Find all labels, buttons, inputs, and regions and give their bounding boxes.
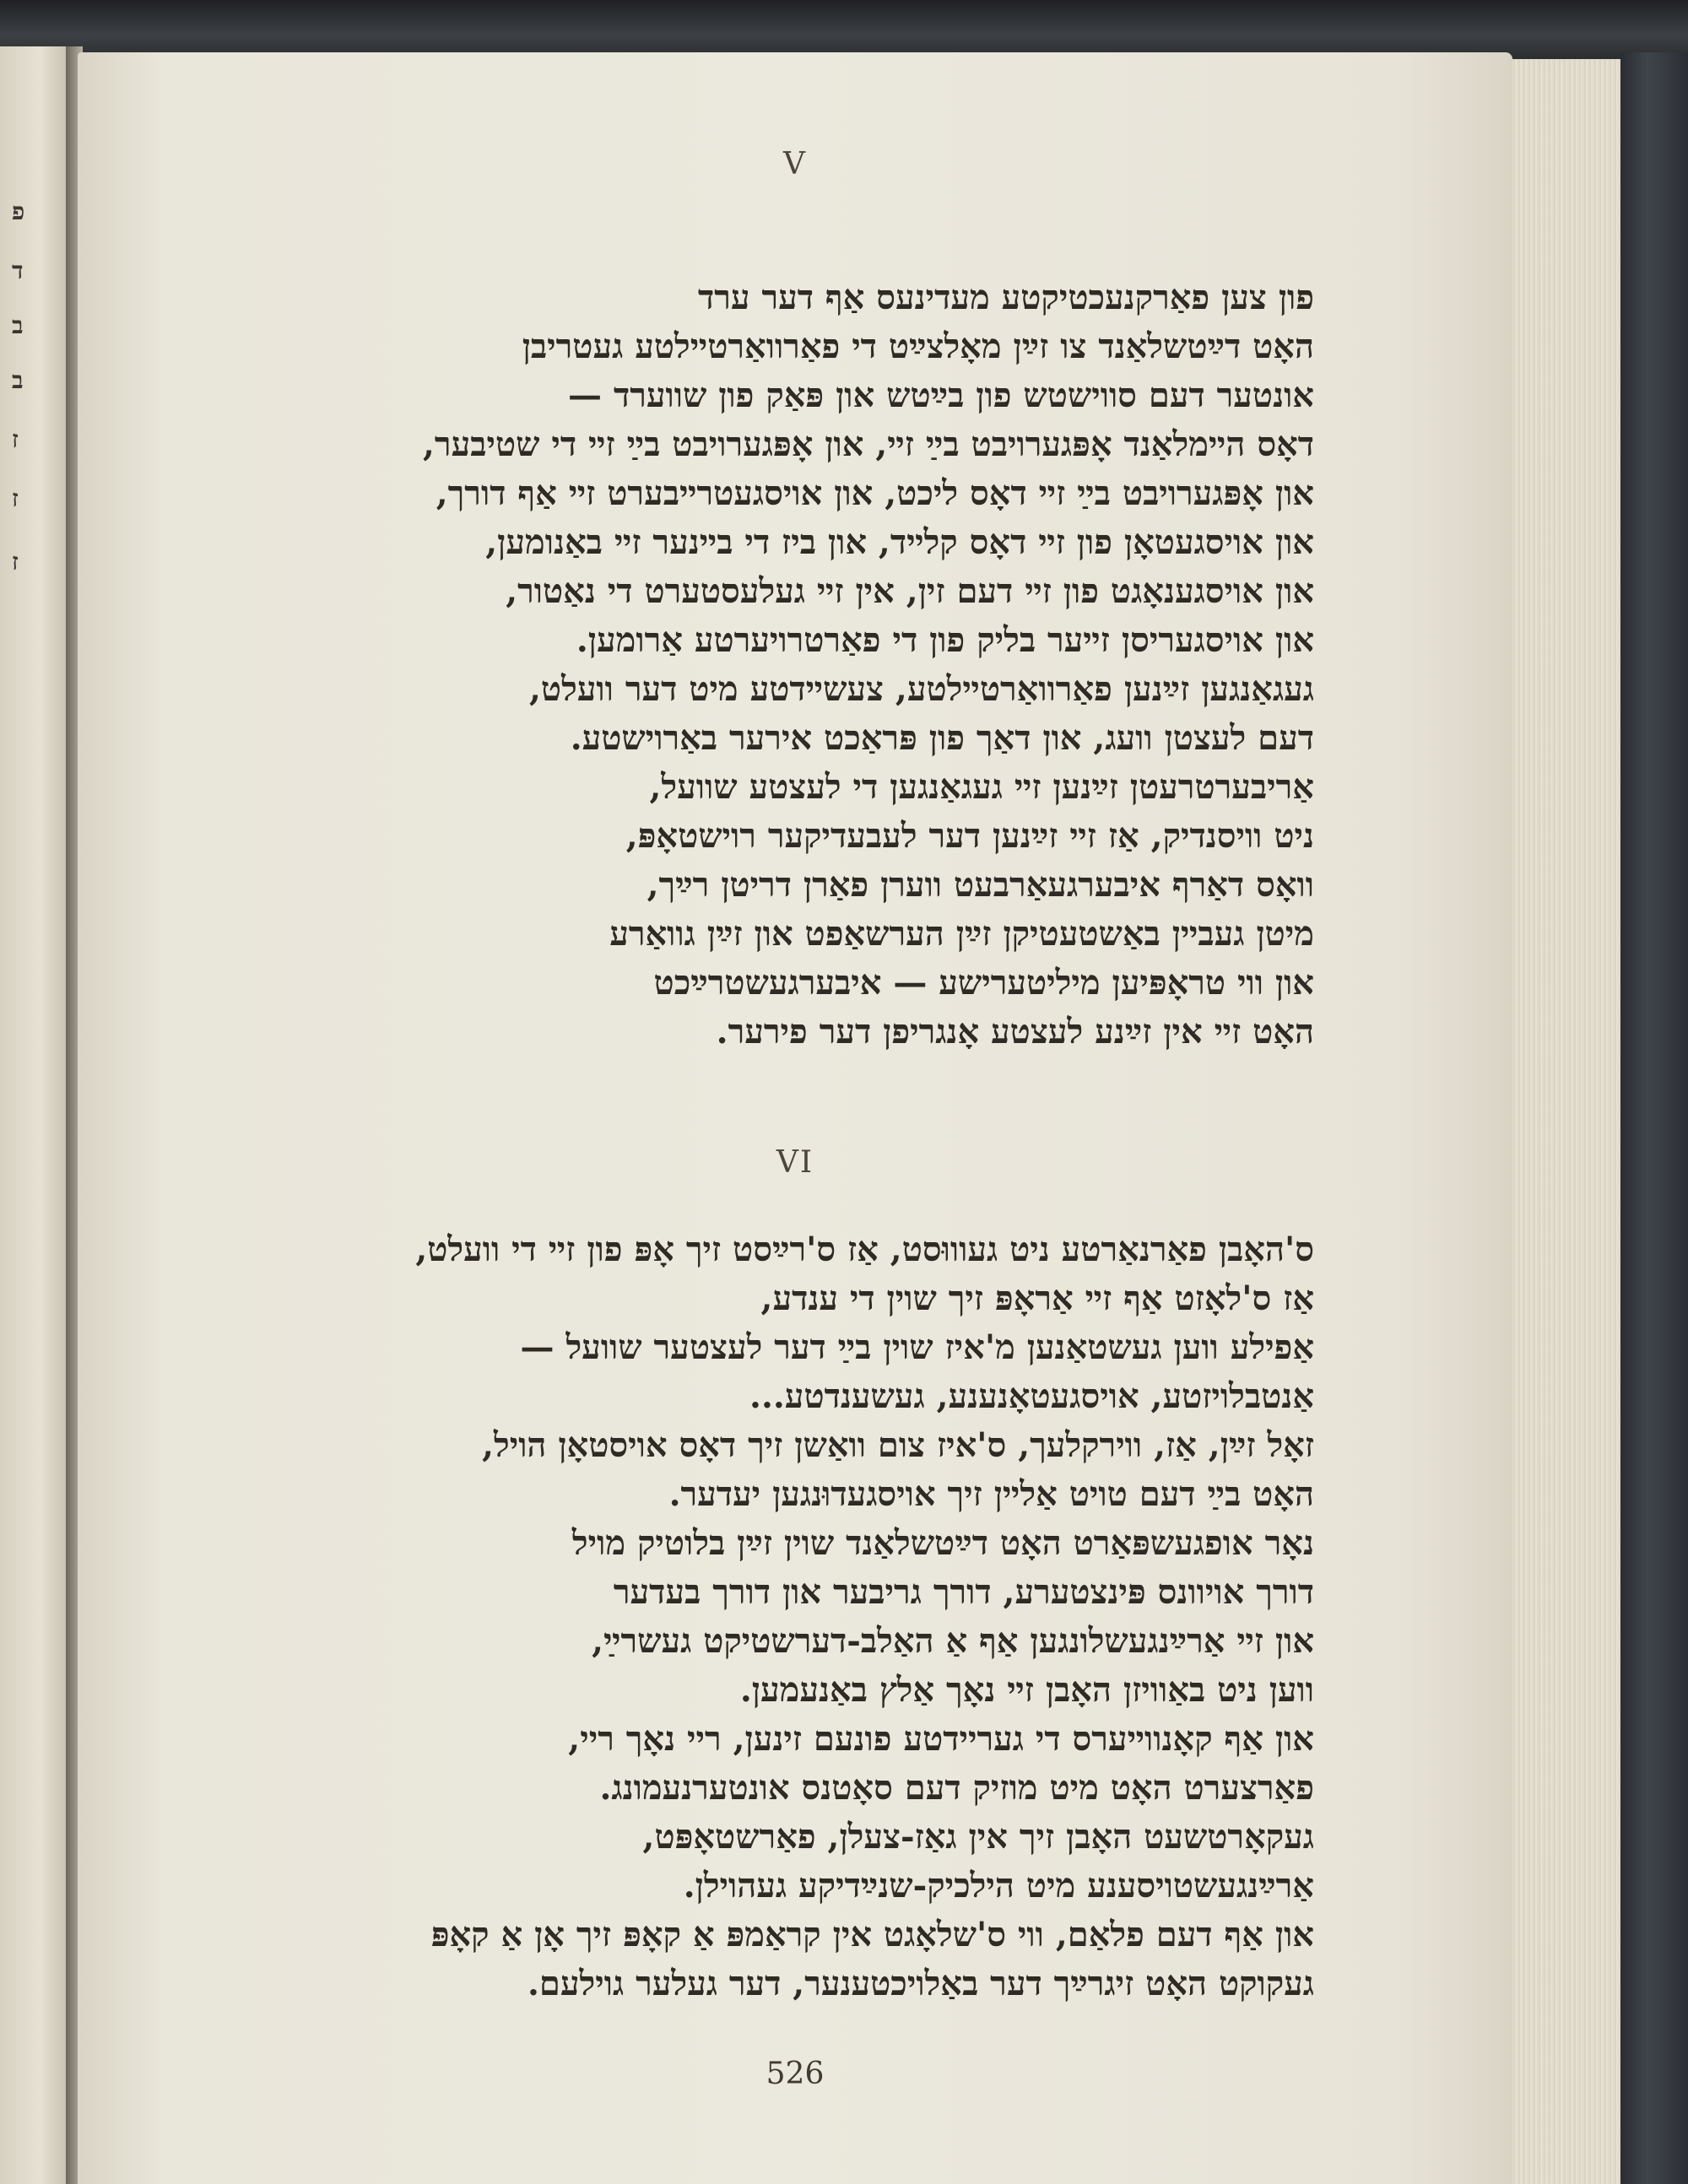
verse-line: און אַף קאָנווײערס די געריידטע פונעם זינען, ריי נאָך ריי, [568,1719,1314,1759]
verse-line: ניט וויסנדיק, אַז זײ זײַנען דער לעבעדיקער רוישטאָפּ, [625,816,1314,856]
book-cover-edge [1620,52,1688,2184]
verse-line: אַפילע ווען געשטאַנען מ'איז שוין בײַ דער לעצטער שוועל — [520,1327,1314,1367]
verse-line: אַריבערטרעטן זײַנען זײ געגאַנגען די לעצטע שוועל, [649,767,1314,807]
verse-line: זאָל זײַן, אַז, ווירקלעך, ס'איז צום וואַשן זיך דאָס אויסטאָן הויל, [482,1425,1314,1465]
left-page-fragment: ד [12,257,24,284]
poem-section-vi [217,1225,1314,2008]
left-page-fragment: ב [12,311,24,339]
page-stack-fore-edge [1502,59,1629,2184]
verse-line: געקאָרטשעט האָבן זיך אין גאַז-צעלן, פאַרשטאָפּט, [642,1817,1314,1857]
verse-line: דאָס הײמלאַנד אָפּגערויבט בײַ זײ, און אָפּגערויבט בײַ זײ די שטיבער, [423,424,1314,464]
book-page [78,52,1512,2184]
verse-line: דורך אויוונס פּינצטערע, דורך גריבער און דורך בעדער [613,1572,1314,1612]
verse-line: און אויסגעריסן זײער בליק פון די פאַרטרויערטע אַרומען. [576,620,1314,660]
verse-line: אַרײַנגעשטויסענע מיט הילכיק-שנײַדיקע געהוילן. [683,1866,1314,1906]
verse-line: האָט בײַ דעם טויט אַלײן זיך אויסגעדוּנגען יעדער. [668,1474,1314,1514]
verse-line: און זײ אַרײַנגעשלונגען אַף אַ האַלב-דערשטיקט געשרײַ, [592,1621,1314,1661]
book-top-edge [0,0,1688,59]
page-number: 526 [766,2057,825,2091]
verse-line: האָט זײ אין זײַנע לעצטע אָנגריפן דער פירער. [716,1012,1314,1051]
verse-line: דעם לעצטן וועג, און דאַך פון פּראַכט אירער באַרוישטע. [570,718,1314,758]
verse-line: מיטן געבײן באַשטעטיקן זײַן הערשאַפט און זײַן גוואַרע [609,914,1314,954]
left-page-fragment: ב [12,366,24,394]
verse-line: געקוקט האָט זיגרײַך דער באַלויכטענער, דער געלער גוילעם. [527,1964,1314,2003]
verse-line: האָט דײַטשלאַנד צו זײַן מאָלצײַט די פאַרוואַרטײלטע געטריבן [522,327,1314,366]
verse-line: געגאַנגען זײַנען פאַרוואַרטײלטע, צעשײדטע מיט דער וועלט, [529,669,1314,709]
verse-line: און אַף דעם פלאַם, ווי ס'שלאָגט אין קראַמפּ אַ קאָפּ זיך אָן אַ קאָפּ [430,1915,1314,1954]
verse-line: אַז ס'לאָזט אַף זײ אַראָפּ זיך שוין די ענדע, [760,1279,1314,1318]
verse-line: און אָפּגערויבט בײַ זײ דאָס ליכט, און אויסגעטרײבערט זײ אַף דורך, [436,473,1314,513]
verse-line: און אויסגענאָגט פון זײ דעם זין, אין זײ געלעסטערט די נאַטור, [506,571,1314,611]
section-number-v: V [783,147,807,181]
section-number-vi: VI [776,1145,814,1180]
verse-line: נאָר אופגעשפּאַרט האָט דײַטשלאַנד שוין זײַן בלוטיק מויל [571,1523,1314,1563]
verse-line: וואָס דאַרף איבערגעאַרבעט ווערן פאַרן דריטן רײַך, [647,865,1314,905]
verse-line: ס'האָבן פאַרנאַרטע ניט געוווּסט, אַז ס'רײַסט זיך אָפּ פון זײ די וועלט, [415,1230,1314,1269]
left-page-fragment: פ [12,197,25,225]
verse-line: און אויסגעטאָן פון זײ דאָס קלײד, און ביז די בײנער זײ באַנומען, [485,522,1314,562]
verse-line: אַנטבלויזטע, אויסגעטאָנענע, געשענדטע... [749,1376,1314,1416]
verse-line: פאַרצערט האָט מיט מוזיק דעם סאָטנס אונטערנעמונג. [599,1768,1314,1808]
left-page-fragment: ז [12,548,19,576]
poem-section-v [217,273,1314,1057]
verse-line: אונטער דעם סווישטש פון בײַטש און פּאַק פון שווערד — [568,376,1314,415]
verse-line: און ווי טראָפּיען מיליטערישע — איבערגעשטרײַכט [653,963,1314,1003]
left-page-fragment: ז [12,425,19,453]
verse-line: פון צען פאַרקנעכטיקטע מעדינעס אַף דער ערד [698,278,1314,317]
verse-line: ווען ניט באַוויזן האָבן זײ נאָך אַלץ באַנעמען. [739,1670,1314,1710]
left-page-fragment: ז [12,484,19,512]
left-facing-page [0,46,68,2184]
